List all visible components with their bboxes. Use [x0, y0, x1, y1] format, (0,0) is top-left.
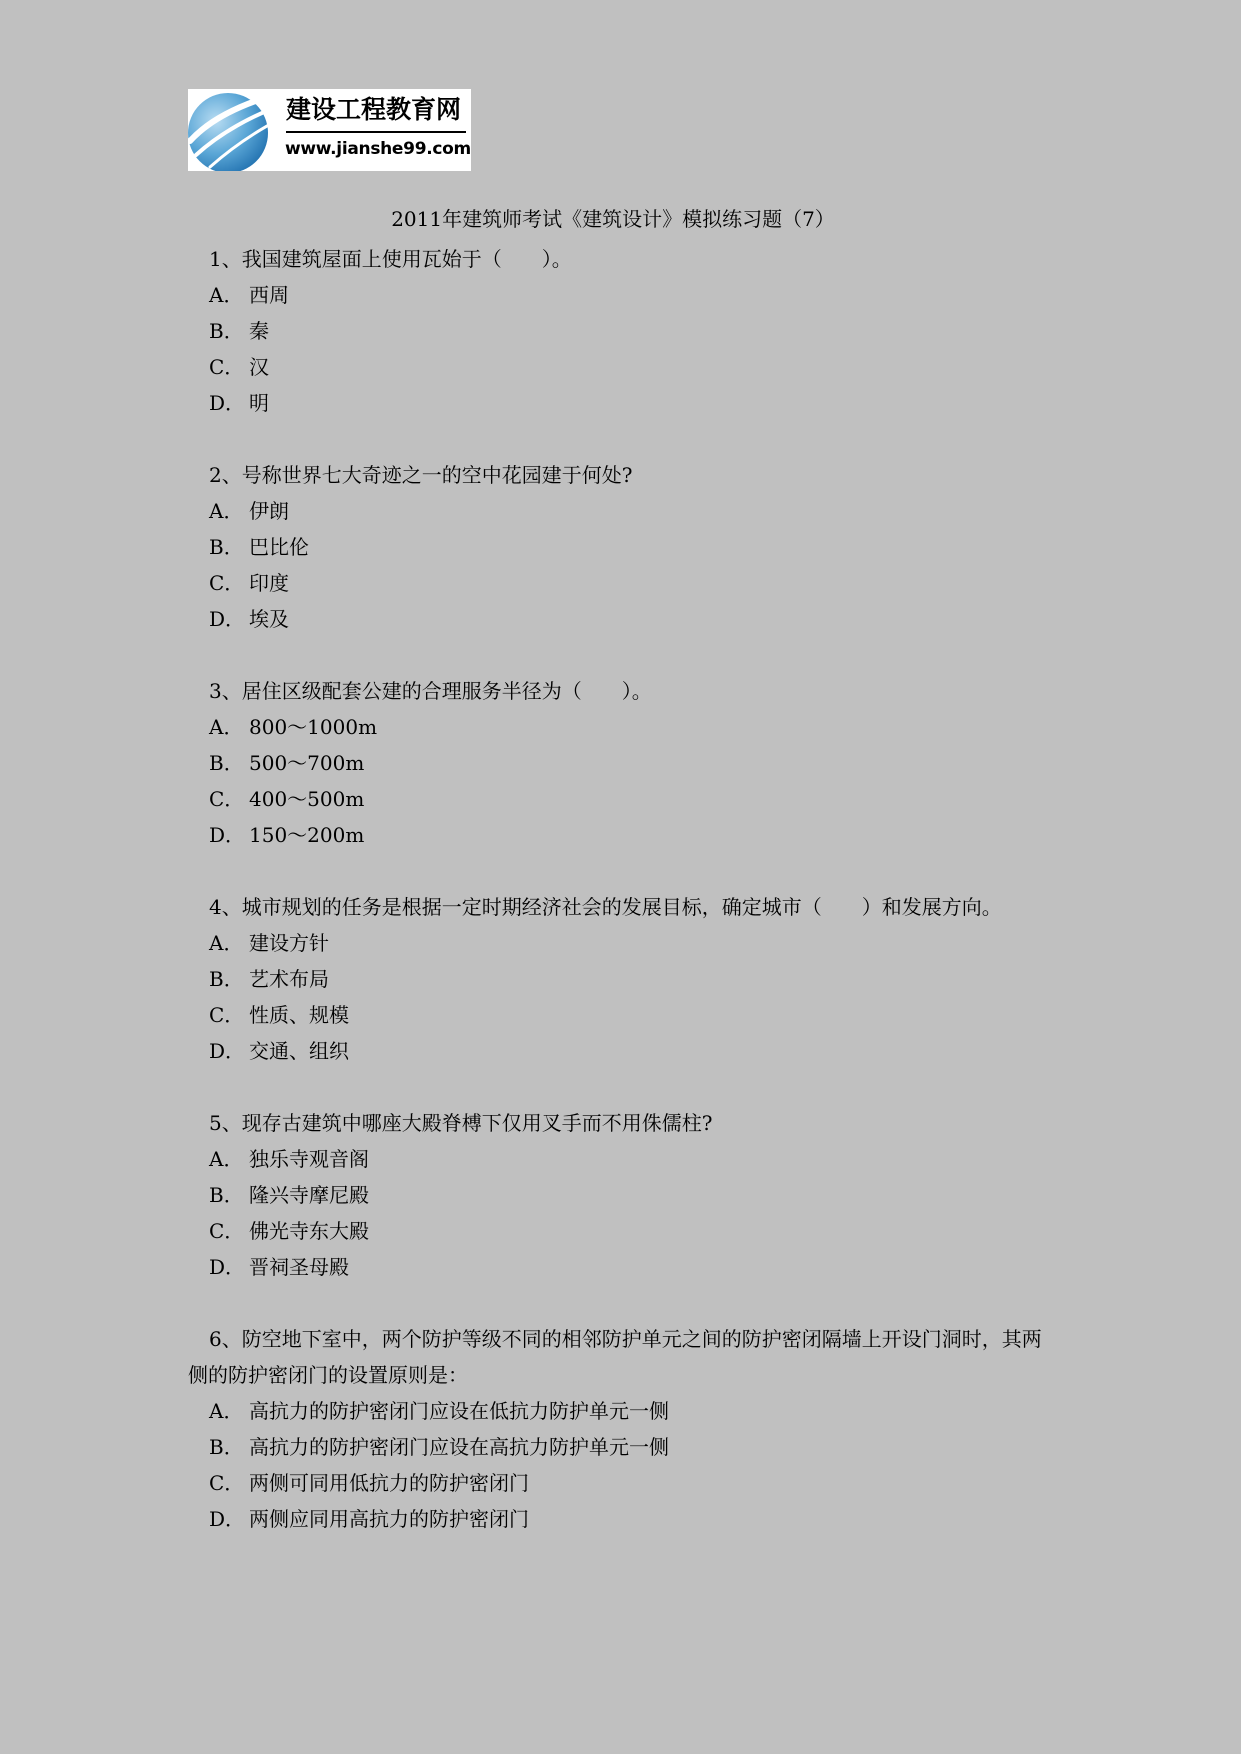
- option-text: 明: [249, 391, 269, 415]
- answer-option-b: [188, 313, 1058, 349]
- question-stem: 1、我国建筑屋面上使用瓦始于（ ）。: [209, 247, 572, 271]
- answer-option-a: [188, 1141, 1058, 1177]
- option-letter: D．: [209, 391, 246, 415]
- answer-option-d: [188, 385, 1058, 421]
- option-text: 佛光寺东大殿: [249, 1219, 369, 1243]
- option-text: 秦: [249, 319, 269, 343]
- option-text: 400～500m: [249, 787, 365, 811]
- option-text: 两侧可同用低抗力的防护密闭门: [249, 1471, 529, 1495]
- answer-option-c: [188, 1213, 1058, 1249]
- question-stem: 5、现存古建筑中哪座大殿脊榑下仅用叉手而不用侏儒柱?: [209, 1111, 713, 1135]
- option-letter: C．: [209, 1471, 245, 1495]
- option-text: 800～1000m: [249, 715, 378, 739]
- answer-option-b: [188, 745, 1058, 781]
- answer-option-a: [188, 1393, 1058, 1429]
- option-text: 巴比伦: [249, 535, 309, 559]
- option-letter: B．: [209, 1435, 244, 1459]
- globe-logo-icon: [188, 89, 284, 171]
- option-letter: D．: [209, 823, 246, 847]
- option-text: 独乐寺观音阁: [249, 1147, 369, 1171]
- option-text: 高抗力的防护密闭门应设在低抗力防护单元一侧: [249, 1399, 669, 1423]
- option-text: 西周: [249, 283, 289, 307]
- option-text: 艺术布局: [249, 967, 329, 991]
- answer-option-b: [188, 529, 1058, 565]
- option-letter: D．: [209, 1507, 246, 1531]
- option-letter: C．: [209, 787, 245, 811]
- answer-option-c: [188, 997, 1058, 1033]
- logo-site-url: www.jianshe99.com: [285, 139, 471, 159]
- option-letter: B．: [209, 319, 244, 343]
- site-logo[interactable]: [188, 89, 471, 171]
- option-letter: A．: [209, 283, 244, 307]
- answer-option-c: [188, 1465, 1058, 1501]
- answer-option-d: [188, 601, 1058, 637]
- question-2: [188, 457, 1058, 637]
- option-letter: B．: [209, 967, 244, 991]
- option-text: 高抗力的防护密闭门应设在高抗力防护单元一侧: [249, 1435, 669, 1459]
- answer-option-a: [188, 493, 1058, 529]
- option-text: 交通、组织: [249, 1039, 349, 1063]
- option-text: 汉: [249, 355, 269, 379]
- option-letter: A．: [209, 499, 244, 523]
- option-letter: A．: [209, 1147, 244, 1171]
- question-1: [188, 241, 1058, 421]
- answer-option-c: [188, 349, 1058, 385]
- answer-option-a: [188, 709, 1058, 745]
- option-text: 性质、规模: [249, 1003, 349, 1027]
- option-letter: C．: [209, 355, 245, 379]
- answer-option-d: [188, 817, 1058, 853]
- question-6: [188, 1321, 1058, 1537]
- option-text: 埃及: [249, 607, 289, 631]
- question-3: [188, 673, 1058, 853]
- option-letter: B．: [209, 751, 244, 775]
- document-title: 2011年建筑师考试《建筑设计》模拟练习题（7）: [391, 207, 835, 231]
- logo-divider: [286, 131, 466, 133]
- logo-site-name: 建设工程教育网: [286, 95, 462, 124]
- option-text: 两侧应同用高抗力的防护密闭门: [249, 1507, 529, 1531]
- question-4: [188, 889, 1058, 1069]
- option-letter: C．: [209, 571, 245, 595]
- option-letter: A．: [209, 931, 244, 955]
- question-stem: 4、城市规划的任务是根据一定时期经济社会的发展目标，确定城市（ ）和发展方向。: [209, 895, 1002, 919]
- answer-option-c: [188, 565, 1058, 601]
- option-letter: D．: [209, 1255, 246, 1279]
- option-text: 建设方针: [249, 931, 329, 955]
- question-5: [188, 1105, 1058, 1285]
- answer-option-d: [188, 1033, 1058, 1069]
- option-text: 150～200m: [249, 823, 365, 847]
- option-letter: A．: [209, 1399, 244, 1423]
- option-text: 隆兴寺摩尼殿: [249, 1183, 369, 1207]
- option-text: 伊朗: [249, 499, 289, 523]
- option-letter: A．: [209, 715, 244, 739]
- option-letter: D．: [209, 607, 246, 631]
- option-letter: D．: [209, 1039, 246, 1063]
- answer-option-a: [188, 925, 1058, 961]
- option-text: 500～700m: [249, 751, 365, 775]
- option-letter: B．: [209, 1183, 244, 1207]
- option-letter: C．: [209, 1003, 245, 1027]
- option-text: 印度: [249, 571, 289, 595]
- question-list: [188, 241, 1058, 1573]
- option-letter: B．: [209, 535, 244, 559]
- option-letter: C．: [209, 1219, 245, 1243]
- answer-option-c: [188, 781, 1058, 817]
- answer-option-b: [188, 1429, 1058, 1465]
- option-text: 晋祠圣母殿: [249, 1255, 349, 1279]
- answer-option-b: [188, 1177, 1058, 1213]
- answer-option-d: [188, 1249, 1058, 1285]
- question-stem: 3、居住区级配套公建的合理服务半径为（ ）。: [209, 679, 652, 703]
- answer-option-b: [188, 961, 1058, 997]
- question-stem: 6、防空地下室中，两个防护等级不同的相邻防护单元之间的防护密闭隔墙上开设门洞时，其两侧的防护密闭门的设置原则是：: [188, 1327, 1042, 1387]
- question-stem: 2、号称世界七大奇迹之一的空中花园建于何处?: [209, 463, 633, 487]
- answer-option-a: [188, 277, 1058, 313]
- answer-option-d: [188, 1501, 1058, 1537]
